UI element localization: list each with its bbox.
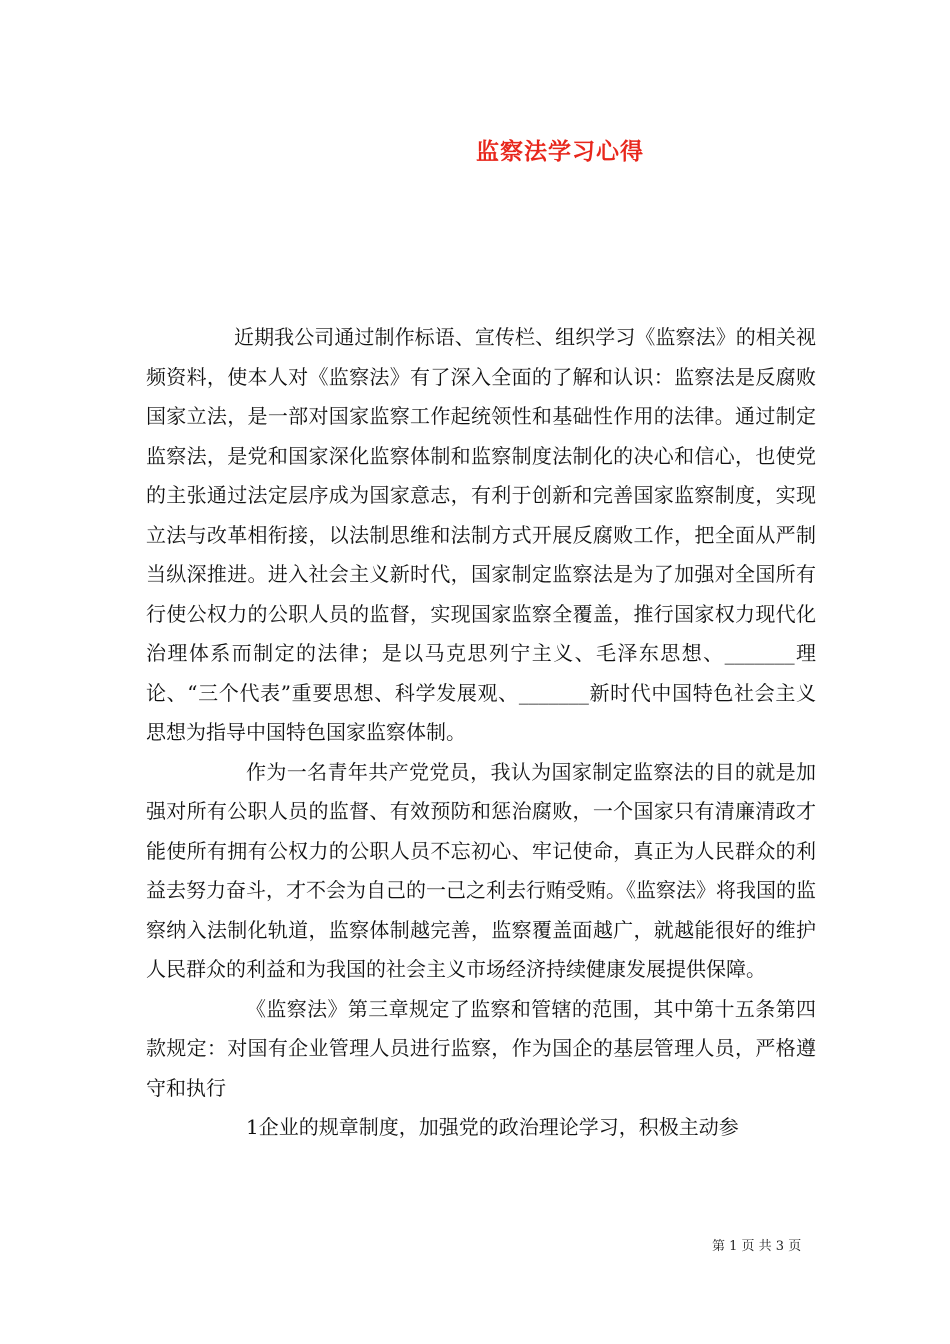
document-title: 监察法学习心得 <box>476 138 644 165</box>
paragraph-4: 1企业的规章制度，加强党的政治理论学习，积极主动参 <box>246 1115 739 1139</box>
paragraph-1: 近期我公司通过制作标语、宣传栏、组织学习《监察法》的相关视频资料，使本人对《监察法》有了深入全面的了解和认识：监察法是反腐败国家立法，是一部对国家监察工作起统领性和基础性作用的法律。通过制定监察法，是党和国家深化监察体制和监察制度法制化的决心和信心，也使党的主张通过法定层序成为国家意志，有利于创新和完善国家监察制度，实现立法与改革相衔接，以法制思维和法制方式开展反腐败工作，把全面从严制当纵深推进。进入社会主义新时代，国家制定监察法是为了加强对全国所有行使公权力的公职人员的监督，实现国家监察全覆盖，推行国家权力现代化治理体系而制定的法律；是以马克思列宁主义、毛泽东思想、_______理论、“三个代表”重要思想、科学发展观、_______新时代中国特色社会主义思想为指导中国特色国家监察体制。 <box>146 325 816 744</box>
paragraph-3: 《监察法》第三章规定了监察和管辖的范围，其中第十五条第四款规定：对国有企业管理人员进行监察，作为国企的基层管理人员，严格遵守和执行 <box>146 996 816 1100</box>
page-number: 第 1 页 共 3 页 <box>712 1239 802 1254</box>
paragraph-2: 作为一名青年共产党党员，我认为国家制定监察法的目的就是加强对所有公职人员的监督、有效预防和惩治腐败，一个国家只有清廉清政才能使所有拥有公权力的公职人员不忘初心、牢记使命，真正为人民群众的利益去努力奋斗，才不会为自己的一己之利去行贿受贿。《监察法》将我国的监察纳入法制化轨道，监察体制越完善，监察覆盖面越广，就越能很好的维护人民群众的利益和为我国的社会主义市场经济持续健康发展提供保障。 <box>146 759 816 981</box>
document-body <box>146 318 816 1148</box>
